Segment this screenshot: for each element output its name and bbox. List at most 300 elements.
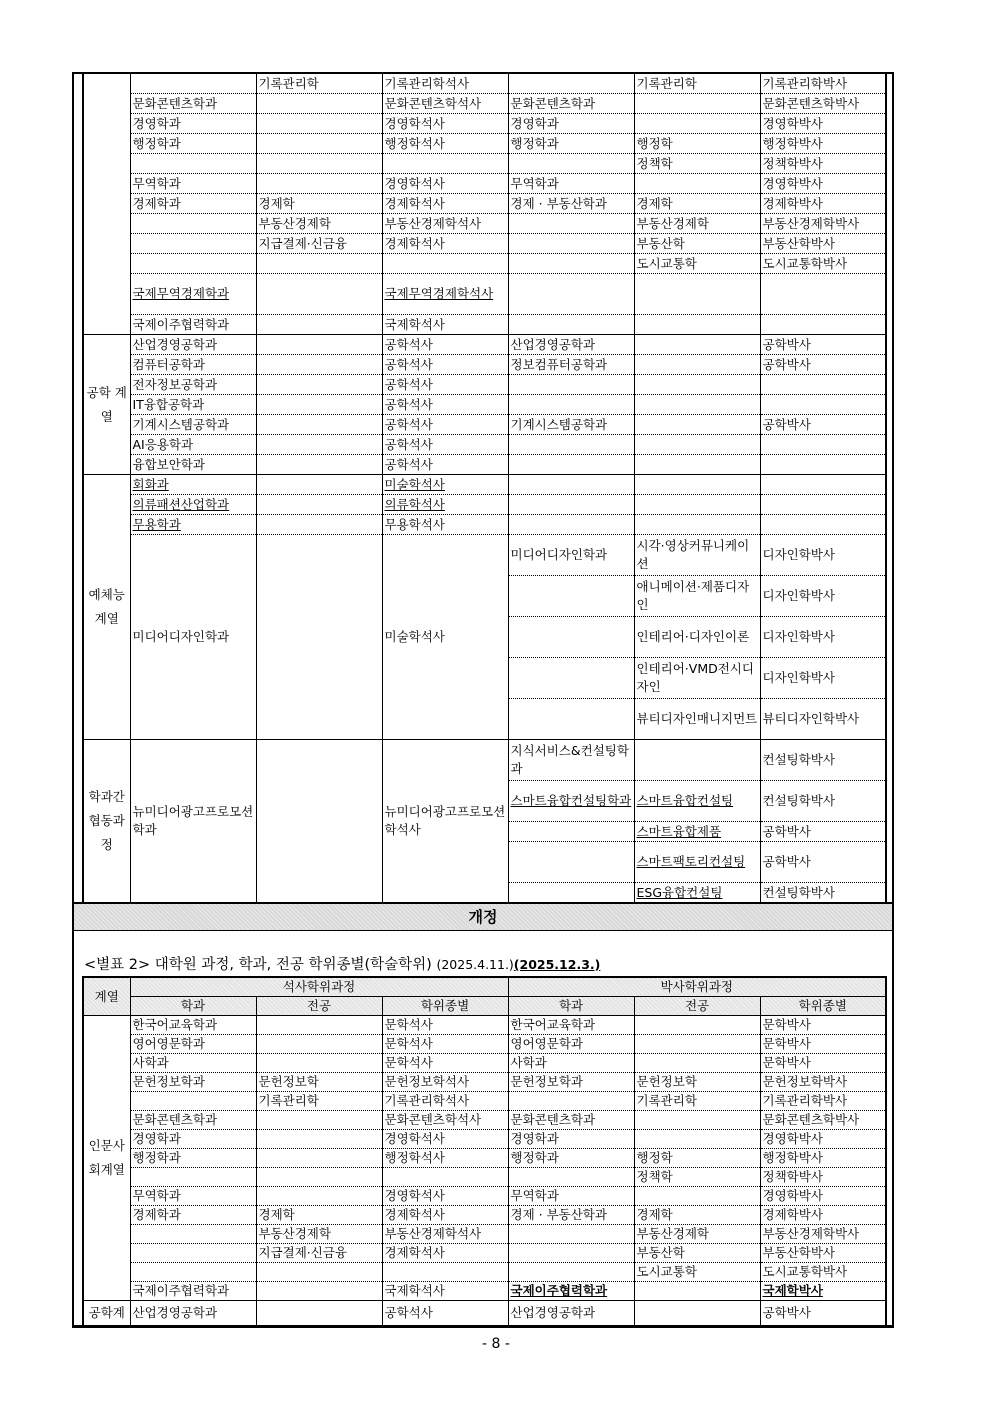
table-cell: 경제학박사	[760, 1206, 886, 1225]
header-group: 계열	[83, 977, 130, 1016]
table-cell: 문화콘텐츠학석사	[382, 94, 508, 114]
table-cell: 기록관리학석사	[382, 74, 508, 94]
table-cell: 경영학석사	[382, 174, 508, 194]
table-cell	[508, 315, 634, 335]
table-cell: 국제무역경제학과	[130, 274, 256, 315]
table-row	[83, 1054, 886, 1073]
table-cell	[508, 375, 634, 395]
table-cell: 정보컴퓨터공학과	[508, 355, 634, 375]
table-cell	[256, 254, 382, 274]
table-cell: 부동산경제학	[256, 1225, 382, 1244]
table-cell	[634, 1035, 760, 1054]
table-cell	[634, 1016, 760, 1035]
table-cell	[256, 1282, 382, 1301]
table-cell: 문학석사	[382, 1054, 508, 1073]
table-cell: 기록관리학	[634, 1092, 760, 1111]
table-cell	[256, 1130, 382, 1149]
table-cell: 의류패션산업학과	[130, 495, 256, 515]
table-row	[83, 74, 886, 94]
table-cell	[130, 254, 256, 274]
table-cell: 부동산경제학석사	[382, 214, 508, 234]
table-cell: 기계시스템공학과	[130, 415, 256, 435]
table-cell: 무역학과	[130, 1187, 256, 1206]
table-caption	[84, 953, 600, 974]
table-cell	[382, 154, 508, 174]
table-cell: 영어영문학과	[508, 1035, 634, 1054]
table-cell	[508, 254, 634, 274]
phd-dept: 지식서비스&컨설팅학과	[508, 740, 634, 781]
phd-major: 스마트융합제품	[634, 822, 760, 842]
table-cell: 도시교통학	[634, 1263, 760, 1282]
table-row	[83, 1035, 886, 1054]
table-cell	[130, 154, 256, 174]
table-cell	[256, 1168, 382, 1187]
table-row	[83, 1225, 886, 1244]
table-cell	[634, 94, 760, 114]
coop-dept: 뉴미디어광고프로모션학과	[130, 740, 256, 904]
header-doctoral: 박사학위과정	[508, 977, 886, 997]
table-cell: 문화콘텐츠학과	[130, 1111, 256, 1130]
table-cell: 무역학과	[508, 1187, 634, 1206]
table-cell: 경영학과	[508, 1130, 634, 1149]
table-cell	[760, 455, 886, 475]
table-cell: 행정학박사	[760, 1149, 886, 1168]
table-cell: 한국어교육학과	[130, 1016, 256, 1035]
table-cell: 부동산학박사	[760, 1244, 886, 1263]
table-cell: 경제학석사	[382, 234, 508, 254]
table-cell: 정책학	[634, 1168, 760, 1187]
header-col: 학과	[130, 997, 256, 1016]
table-cell: 산업경영공학과	[508, 335, 634, 355]
group-label: 공학계	[83, 1301, 130, 1327]
table-row	[83, 1073, 886, 1092]
table-cell: 사학과	[508, 1054, 634, 1073]
phd-degree: 컨설팅학박사	[760, 781, 886, 822]
table-cell: 국제학박사	[760, 1282, 886, 1301]
table-cell: 공학석사	[382, 415, 508, 435]
coop-degree: 뉴미디어광고프로모션학석사	[382, 740, 508, 904]
page-number: - 8 -	[482, 1336, 510, 1352]
table-cell	[382, 1168, 508, 1187]
phd-degree: 뷰티디자인학박사	[760, 699, 886, 740]
table-cell: 회화과	[130, 475, 256, 495]
table-cell	[508, 214, 634, 234]
phd-degree: 디자인학박사	[760, 576, 886, 617]
table-cell	[634, 475, 760, 495]
header-col: 학과	[508, 997, 634, 1016]
table-cell: 문헌정보학박사	[760, 1073, 886, 1092]
table-cell: 공학석사	[382, 395, 508, 415]
table-cell: 문학박사	[760, 1035, 886, 1054]
table-cell	[256, 395, 382, 415]
table-cell	[256, 335, 382, 355]
table-cell	[508, 1092, 634, 1111]
table-row	[83, 234, 886, 254]
table-cell	[130, 234, 256, 254]
table-cell: 부동산학	[634, 234, 760, 254]
group-label: 인문사 회계열	[83, 1016, 130, 1301]
table-cell: 문헌정보학석사	[382, 1073, 508, 1092]
table-cell	[508, 74, 634, 94]
table-cell: 전자정보공학과	[130, 375, 256, 395]
table-cell	[256, 1187, 382, 1206]
table-cell: 경제학	[634, 194, 760, 214]
table-cell: 사학과	[130, 1054, 256, 1073]
table-cell: 경제학석사	[382, 194, 508, 214]
table-cell: 국제이주협력학과	[130, 1282, 256, 1301]
table-cell: 경영학과	[130, 1130, 256, 1149]
table-row	[83, 375, 886, 395]
table-cell: 경영학박사	[760, 174, 886, 194]
table-cell	[634, 1282, 760, 1301]
table-cell	[508, 455, 634, 475]
table-cell	[634, 515, 760, 535]
table-row	[83, 94, 886, 114]
table-cell: 미술학석사	[382, 475, 508, 495]
table-cell: 행정학과	[130, 134, 256, 154]
table-cell: 행정학과	[130, 1149, 256, 1168]
table-cell	[634, 335, 760, 355]
table-row	[83, 335, 886, 355]
table-cell	[256, 114, 382, 134]
table-cell	[760, 495, 886, 515]
table-cell	[256, 94, 382, 114]
caption-date-original: (2025.4.11.)	[436, 957, 514, 972]
media-phd-dept: 미디어디자인학과	[508, 535, 634, 576]
table-cell: 문헌정보학과	[130, 1073, 256, 1092]
table-cell: 경제학	[256, 194, 382, 214]
table-cell: 한국어교육학과	[508, 1016, 634, 1035]
table-row	[83, 1168, 886, 1187]
table-cell	[634, 455, 760, 475]
table-row	[83, 1244, 886, 1263]
table-row	[83, 1092, 886, 1111]
table-cell	[634, 395, 760, 415]
table-row	[83, 194, 886, 214]
table-cell: 행정학	[634, 134, 760, 154]
table-cell	[634, 375, 760, 395]
table-cell	[508, 435, 634, 455]
table-cell: 공학석사	[382, 435, 508, 455]
table-cell	[508, 1244, 634, 1263]
phd-degree: 컨설팅학박사	[760, 883, 886, 904]
table-cell: 경영학박사	[760, 1187, 886, 1206]
table-cell: 공학석사	[382, 335, 508, 355]
table-cell	[760, 274, 886, 315]
table-cell: 공학석사	[382, 355, 508, 375]
table-cell	[634, 315, 760, 335]
table-cell	[382, 1263, 508, 1282]
table-row	[83, 1206, 886, 1225]
table-row	[83, 174, 886, 194]
degree-table-previous	[82, 74, 887, 904]
phd-degree: 디자인학박사	[760, 658, 886, 699]
table-cell: 기록관리학박사	[760, 74, 886, 94]
table-cell: 공학석사	[382, 375, 508, 395]
table-cell: 부동산학박사	[760, 234, 886, 254]
table-cell: AI응용학과	[130, 435, 256, 455]
group-label: 학과간 협동과정	[83, 740, 130, 904]
table-cell: 산업경영공학과	[508, 1301, 634, 1327]
table-cell: 공학박사	[760, 355, 886, 375]
degree-table-revised	[82, 976, 887, 1327]
table-cell	[634, 435, 760, 455]
table-cell	[634, 1187, 760, 1206]
table-cell	[256, 1054, 382, 1073]
table-cell: 공학석사	[382, 1301, 508, 1327]
phd-major	[634, 740, 760, 781]
table-cell: 경영학과	[130, 114, 256, 134]
table-row	[83, 1149, 886, 1168]
table-cell	[508, 234, 634, 254]
phd-major: 뷰티디자인매니지먼트	[634, 699, 760, 740]
table-cell	[508, 395, 634, 415]
table-cell: 컴퓨터공학과	[130, 355, 256, 375]
table-row	[83, 214, 886, 234]
table-row	[83, 315, 886, 335]
table-cell: 도시교통학박사	[760, 254, 886, 274]
table-cell: 국제이주협력학과	[508, 1282, 634, 1301]
caption-title: <별표 2> 대학원 과정, 학과, 전공 학위종별(학술학위)	[84, 957, 432, 973]
table-cell	[634, 415, 760, 435]
header-col: 학위종별	[382, 997, 508, 1016]
phd-degree: 컨설팅학박사	[760, 740, 886, 781]
table-cell	[130, 1263, 256, 1282]
table-cell: 도시교통학박사	[760, 1263, 886, 1282]
table-cell: 기록관리학	[634, 74, 760, 94]
table-cell: 무역학과	[130, 174, 256, 194]
phd-dept	[508, 842, 634, 883]
table-cell: 경제 · 부동산학과	[508, 1206, 634, 1225]
group-label: 예체능 계열	[83, 475, 130, 740]
group-label	[83, 74, 130, 335]
table-cell: 문학박사	[760, 1016, 886, 1035]
table-cell: 부동산경제학	[634, 1225, 760, 1244]
table-cell: 문화콘텐츠학박사	[760, 94, 886, 114]
table-cell: 경제 · 부동산학과	[508, 194, 634, 214]
table-cell: 행정학박사	[760, 134, 886, 154]
table-cell	[256, 1301, 382, 1327]
table-cell: 정책학박사	[760, 154, 886, 174]
phd-major: 시각·영상커뮤니케이션	[634, 535, 760, 576]
table-cell: 경제학석사	[382, 1244, 508, 1263]
table-cell: 행정학과	[508, 1149, 634, 1168]
table-row	[83, 415, 886, 435]
table-cell	[256, 375, 382, 395]
table-cell	[508, 475, 634, 495]
table-subheader-row	[83, 997, 886, 1016]
table-row	[83, 114, 886, 134]
group-label: 공학 계열	[83, 335, 130, 475]
table-cell: 무역학과	[508, 174, 634, 194]
table-cell: 부동산학	[634, 1244, 760, 1263]
table-cell	[256, 495, 382, 515]
header-col: 전공	[634, 997, 760, 1016]
table-cell: 문화콘텐츠학석사	[382, 1111, 508, 1130]
table-cell	[256, 154, 382, 174]
table-row	[83, 395, 886, 415]
table-cell: 공학박사	[760, 415, 886, 435]
table-cell: 영어영문학과	[130, 1035, 256, 1054]
table-cell	[256, 1111, 382, 1130]
table-cell: IT융합공학과	[130, 395, 256, 415]
table-cell: 경제학과	[130, 194, 256, 214]
table-cell: 산업경영공학과	[130, 1301, 256, 1327]
table-row	[83, 274, 886, 315]
table-cell	[634, 1130, 760, 1149]
table-cell	[760, 375, 886, 395]
table-cell	[634, 174, 760, 194]
table-cell: 문학석사	[382, 1035, 508, 1054]
table-row	[83, 1263, 886, 1282]
table-cell	[130, 1168, 256, 1187]
phd-degree: 공학박사	[760, 842, 886, 883]
table-cell	[256, 274, 382, 315]
table-cell: 공학박사	[760, 335, 886, 355]
phd-major: ESG융합컨설팅	[634, 883, 760, 904]
table-row	[83, 495, 886, 515]
table-cell	[508, 495, 634, 515]
media-degree: 미술학석사	[382, 535, 508, 740]
table-cell: 문화콘텐츠학과	[508, 1111, 634, 1130]
table-cell: 공학박사	[760, 1301, 886, 1327]
table-cell: 문학박사	[760, 1054, 886, 1073]
phd-major: 스마트융합컨설팅	[634, 781, 760, 822]
table-cell: 국제학석사	[382, 1282, 508, 1301]
phd-major: 애니메이션·제품디자인	[634, 576, 760, 617]
table-cell: 무용학과	[130, 515, 256, 535]
revision-banner: 개정	[74, 902, 892, 931]
table-cell: 경제학	[256, 1206, 382, 1225]
table-cell	[508, 515, 634, 535]
table-cell	[256, 134, 382, 154]
table-cell	[760, 515, 886, 535]
table-row	[83, 1016, 886, 1035]
media-dept: 미디어디자인학과	[130, 535, 256, 740]
table-row	[83, 1282, 886, 1301]
table-cell: 문헌정보학과	[508, 1073, 634, 1092]
table-cell: 정책학박사	[760, 1168, 886, 1187]
header-col: 전공	[256, 997, 382, 1016]
table-cell: 경제학	[634, 1206, 760, 1225]
caption-date-revised: (2025.12.3.)	[513, 957, 601, 972]
table-cell	[760, 315, 886, 335]
table-cell: 행정학과	[508, 134, 634, 154]
table-cell: 경영학석사	[382, 1130, 508, 1149]
table-row	[83, 740, 886, 781]
media-phd-dept	[508, 576, 634, 617]
table-cell: 경영학박사	[760, 1130, 886, 1149]
table-cell: 지급결제·신금융	[256, 1244, 382, 1263]
header-masters: 석사학위과정	[130, 977, 508, 997]
table-cell	[130, 214, 256, 234]
table-row	[83, 475, 886, 495]
table-cell: 문화콘텐츠학과	[508, 94, 634, 114]
table-cell	[634, 355, 760, 375]
table-cell: 경영학박사	[760, 114, 886, 134]
phd-degree: 디자인학박사	[760, 617, 886, 658]
table-cell	[256, 455, 382, 475]
table-cell: 문화콘텐츠학박사	[760, 1111, 886, 1130]
table-cell	[382, 254, 508, 274]
table-cell	[256, 515, 382, 535]
table-cell: 경제학석사	[382, 1206, 508, 1225]
table-cell: 부동산경제학	[634, 214, 760, 234]
table-cell: 기계시스템공학과	[508, 415, 634, 435]
header-col: 학위종별	[760, 997, 886, 1016]
table-cell: 경제학박사	[760, 194, 886, 214]
phd-major: 인테리어·디자인이론	[634, 617, 760, 658]
table-cell: 국제무역경제학석사	[382, 274, 508, 315]
phd-major: 인테리어·VMD전시디자인	[634, 658, 760, 699]
table-cell	[256, 415, 382, 435]
table-cell: 문화콘텐츠학과	[130, 94, 256, 114]
table-cell: 국제이주협력학과	[130, 315, 256, 335]
table-row	[83, 254, 886, 274]
table-cell: 부동산경제학석사	[382, 1225, 508, 1244]
phd-major: 스마트팩토리컨설팅	[634, 842, 760, 883]
table-cell	[130, 1092, 256, 1111]
media-phd-dept	[508, 699, 634, 740]
table-row	[83, 1130, 886, 1149]
phd-dept	[508, 883, 634, 904]
table-row	[83, 1111, 886, 1130]
table-cell: 경제학과	[130, 1206, 256, 1225]
table-cell: 행정학석사	[382, 134, 508, 154]
table-cell	[256, 315, 382, 335]
table-cell: 산업경영공학과	[130, 335, 256, 355]
table-cell: 지급결제·신금융	[256, 234, 382, 254]
table-cell	[256, 1016, 382, 1035]
table-row	[83, 455, 886, 475]
table-cell	[256, 435, 382, 455]
table-row	[83, 535, 886, 576]
table-row	[83, 134, 886, 154]
table-cell: 공학석사	[382, 455, 508, 475]
table-cell: 문학석사	[382, 1016, 508, 1035]
table-cell: 정책학	[634, 154, 760, 174]
media-major	[256, 535, 382, 740]
table-cell: 행정학석사	[382, 1149, 508, 1168]
table-cell	[508, 154, 634, 174]
media-phd-dept	[508, 658, 634, 699]
table-row	[83, 154, 886, 174]
table-row	[83, 515, 886, 535]
table-cell: 경영학석사	[382, 114, 508, 134]
table-cell: 경영학석사	[382, 1187, 508, 1206]
table-cell: 문헌정보학	[634, 1073, 760, 1092]
table-cell	[130, 74, 256, 94]
table-row	[83, 435, 886, 455]
table-cell	[634, 495, 760, 515]
table-cell	[130, 1244, 256, 1263]
table-cell: 도시교통학	[634, 254, 760, 274]
table-cell: 기록관리학	[256, 74, 382, 94]
table-cell: 기록관리학박사	[760, 1092, 886, 1111]
table-cell: 부동산경제학박사	[760, 1225, 886, 1244]
table-cell: 문헌정보학	[256, 1073, 382, 1092]
table-cell: 의류학석사	[382, 495, 508, 515]
table-cell: 부동산경제학	[256, 214, 382, 234]
table-cell: 기록관리학석사	[382, 1092, 508, 1111]
table-row	[83, 1301, 886, 1327]
coop-major	[256, 740, 382, 904]
table-cell	[256, 1035, 382, 1054]
table-cell	[256, 1263, 382, 1282]
phd-degree: 공학박사	[760, 822, 886, 842]
table-cell	[634, 274, 760, 315]
table-cell: 기록관리학	[256, 1092, 382, 1111]
